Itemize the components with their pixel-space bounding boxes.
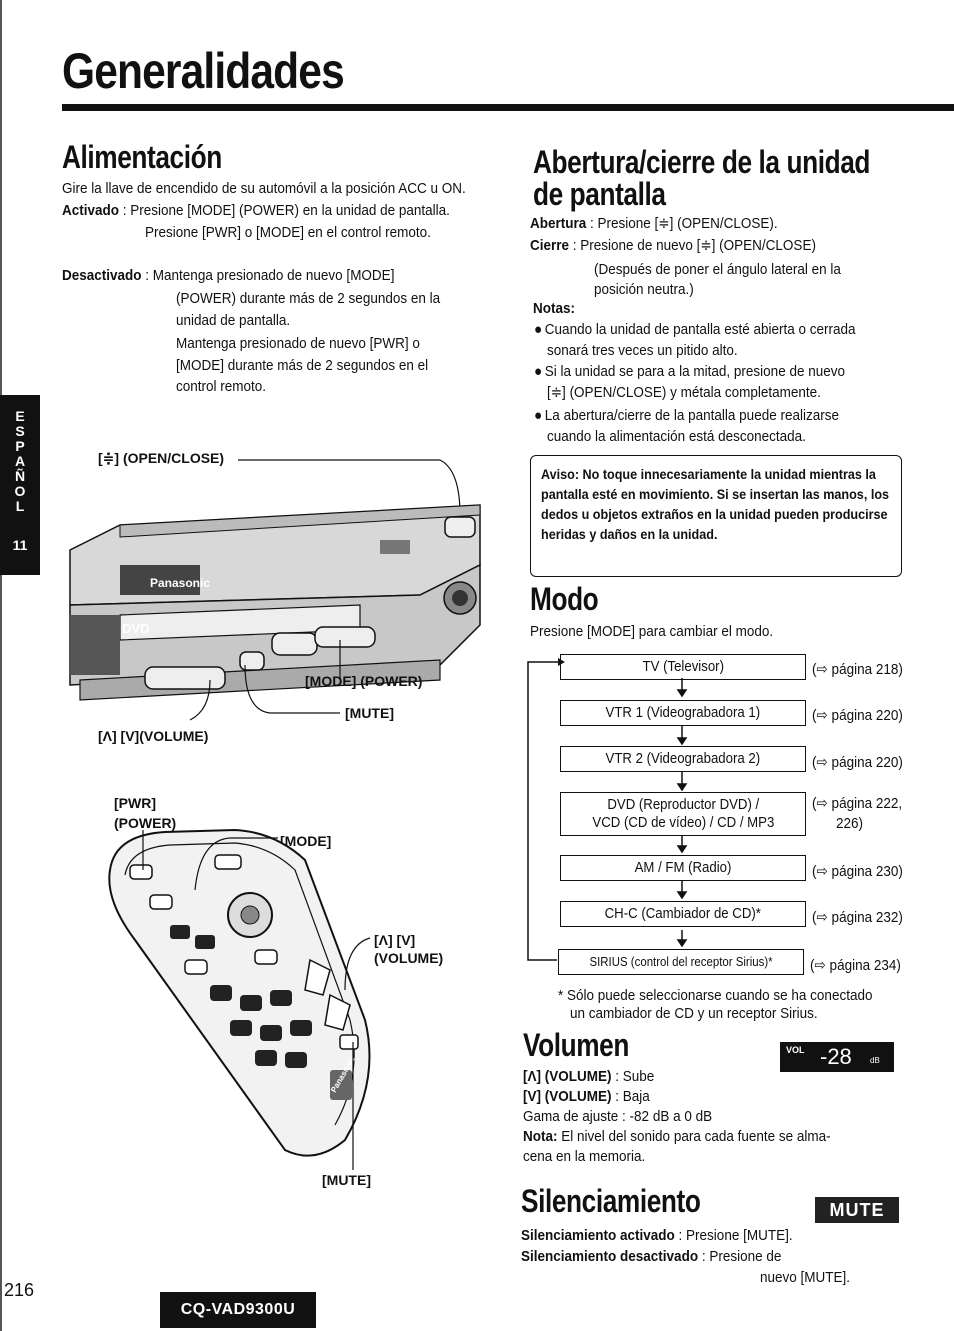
- nota-2a-text: Si la unidad se para a la mitad, presione de nuevo: [544, 363, 846, 380]
- mode-item-label: VTR 1 (Videograbadora 1): [605, 704, 761, 721]
- nota-1b: sonará tres veces un pitido alto.: [547, 342, 738, 359]
- abertura-text: : Presione [≑] (OPEN/CLOSE).: [586, 215, 778, 232]
- nota-3a-text: La abertura/cierre de la pantalla puede realizarse: [544, 407, 839, 424]
- alimentacion-heading: Alimentación: [62, 139, 222, 175]
- nota-2b: [≑] (OPEN/CLOSE) y métala completamente.: [547, 384, 821, 401]
- activado-line: [62, 200, 450, 221]
- volume-display-unit: dB: [870, 1056, 880, 1065]
- abertura-line: [530, 213, 778, 234]
- warning-text: Aviso: No toque innecesariamente la unidad mientras la pantalla esté en movimiento. Si se insertan las manos, los dedos u objetos extraños en la unidad pueden producirse heridas y daños en la unidad.: [541, 466, 890, 542]
- pwr-label: [PWR]: [114, 795, 156, 811]
- abertura-heading-2: de pantalla: [533, 176, 666, 212]
- volume-up-text: : Sube: [611, 1068, 655, 1085]
- desactivado-label: Desactivado: [62, 267, 142, 284]
- open-close-label: [≑] (OPEN/CLOSE): [98, 450, 225, 466]
- mute-label: [MUTE]: [345, 705, 394, 721]
- volume-note-label: Nota:: [523, 1128, 558, 1145]
- mute-on-label: Silenciamiento activado: [521, 1227, 675, 1244]
- mode-item-ref-2: 226): [836, 815, 864, 832]
- mute-on-line: [521, 1225, 793, 1246]
- warning-box: [530, 455, 902, 577]
- volume-display: [780, 1042, 894, 1072]
- mode-item-cd-changer: [560, 901, 806, 927]
- mute-off-line-2: nuevo [MUTE].: [760, 1269, 851, 1286]
- language-side-tab: [0, 395, 40, 575]
- side-tab-letter: A: [14, 453, 26, 469]
- mode-item-label: CH-C (Cambiador de CD)*: [604, 905, 762, 922]
- mode-item-vtr2: [560, 746, 806, 772]
- desactivado-line-2: (POWER) durante más de 2 segundos en la: [176, 290, 441, 307]
- mode-item-label: TV (Televisor): [642, 658, 724, 675]
- cierre-label: Cierre: [530, 237, 570, 254]
- cierre-text: : Presione de nuevo [≑] (OPEN/CLOSE): [569, 237, 816, 254]
- volume-note-line-2: cena en la memoria.: [523, 1148, 646, 1165]
- title-rule: [62, 104, 954, 111]
- desactivado-text: : Mantenga presionado de nuevo [MODE]: [141, 267, 395, 284]
- silenciamiento-heading: Silenciamiento: [521, 1183, 701, 1219]
- nota-3a: ● La abertura/cierre de la pantalla puede realizarse: [534, 407, 839, 424]
- activado-line-2: Presione [PWR] o [MODE] en el control remoto.: [145, 224, 431, 241]
- desactivado-line-5: [MODE] durante más de 2 segundos en el: [176, 357, 429, 374]
- mode-item-tv: [560, 654, 806, 680]
- mode-item-vtr1: [560, 700, 806, 726]
- mode-item-ref: (⇨ página 232): [812, 909, 903, 926]
- cierre-note-1: (Después de poner el ángulo lateral en la: [594, 261, 841, 278]
- mute-off-label: Silenciamiento desactivado: [521, 1248, 699, 1265]
- mute-off-text: : Presione de: [698, 1248, 782, 1265]
- mode-item-ref: (⇨ página 220): [812, 707, 903, 724]
- volume-down-line: [523, 1086, 650, 1107]
- activado-text: : Presione [MODE] (POWER) en la unidad de pantalla.: [119, 202, 450, 219]
- nota-2a: ● Si la unidad se para a la mitad, presione de nuevo: [534, 363, 846, 380]
- page-number: 216: [4, 1280, 35, 1300]
- cierre-note-2: posición neutra.): [594, 281, 694, 298]
- mode-item-ref: (⇨ página 222,: [812, 795, 903, 812]
- abertura-heading-1: Abertura/cierre de la unidad: [533, 144, 871, 180]
- modo-heading: Modo: [530, 581, 599, 617]
- modo-footnote-2: un cambiador de CD y un receptor Sirius.: [570, 1005, 818, 1022]
- remote-mute-label: [MUTE]: [322, 1172, 371, 1188]
- volume-down-label: [V] (VOLUME): [523, 1088, 612, 1105]
- mode-item-label: AM / FM (Radio): [634, 859, 732, 876]
- mode-item-dvd: [560, 792, 806, 836]
- mode-item-label: VTR 2 (Videograbadora 2): [605, 750, 761, 767]
- abertura-label: Abertura: [530, 215, 587, 232]
- power-label: (POWER): [114, 815, 177, 831]
- mode-item-label: SIRIUS (control del receptor Sirius)*: [589, 954, 773, 969]
- activado-label: Activado: [62, 202, 120, 219]
- remote-volume-label: (VOLUME): [374, 950, 444, 966]
- volume-down-text: : Baja: [611, 1088, 650, 1105]
- side-tab-letter: S: [15, 423, 25, 439]
- alimentacion-intro: Gire la llave de encendido de su automóvil a la posición ACC u ON.: [62, 180, 466, 197]
- mode-item-sirius: [558, 949, 804, 975]
- volume-display-value: -28: [820, 1044, 852, 1069]
- modo-intro: Presione [MODE] para cambiar el modo.: [530, 623, 774, 640]
- mode-item-ref: (⇨ página 234): [810, 957, 901, 974]
- desactivado-line-6: control remoto.: [176, 378, 267, 395]
- page-edge: [0, 0, 2, 1331]
- brand-label: Panasonic: [150, 576, 211, 590]
- page-title: Generalidades: [62, 43, 344, 99]
- volume-up-line: [523, 1066, 654, 1087]
- nota-1a-text: Cuando la unidad de pantalla esté abierta o cerrada: [544, 321, 856, 338]
- display-unit-illustration: [60, 455, 490, 755]
- side-tab-letter: O: [14, 483, 26, 499]
- volume-range: Gama de ajuste : -82 dB a 0 dB: [523, 1108, 713, 1125]
- side-tab-letter: P: [15, 438, 25, 454]
- mute-off-line: [521, 1246, 781, 1267]
- volume-label: [Λ] [V](VOLUME): [98, 728, 209, 744]
- volume-note-line: [523, 1126, 831, 1147]
- volume-note-text: El nivel del sonido para cada fuente se alma-: [557, 1128, 831, 1145]
- side-tab-letter: E: [15, 408, 25, 424]
- desactivado-line-3: unidad de pantalla.: [176, 312, 291, 329]
- desactivado-line-4: Mantenga presionado de nuevo [PWR] o: [176, 335, 420, 352]
- remote-mode-label: [MODE]: [280, 833, 332, 849]
- desactivado-line: [62, 265, 394, 286]
- side-tab-number: 11: [12, 537, 28, 553]
- dvd-label: DVD: [122, 621, 150, 636]
- mode-item-ref: (⇨ página 230): [812, 863, 903, 880]
- notas-label: Notas:: [533, 300, 576, 317]
- volume-up-label: [Λ] (VOLUME): [523, 1068, 612, 1085]
- side-tab-letter: Ñ: [14, 468, 26, 484]
- mute-display: MUTE: [815, 1197, 899, 1223]
- volumen-heading: Volumen: [523, 1027, 629, 1063]
- mute-on-text: : Presione [MUTE].: [674, 1227, 793, 1244]
- mode-item-label: DVD (Reproductor DVD) /: [607, 796, 759, 813]
- volume-display-label: VOL: [786, 1045, 805, 1055]
- cierre-line: [530, 235, 816, 256]
- remote-vol-keys-label: [Λ] [V]: [374, 932, 416, 948]
- remote-brand-label: Panasonic: [329, 1055, 357, 1095]
- mode-item-label-2: VCD (CD de vídeo) / CD / MP3: [592, 814, 774, 831]
- modo-footnote-1: * Sólo puede seleccionarse cuando se ha conectado: [558, 987, 873, 1004]
- side-tab-letter: L: [15, 498, 25, 514]
- mode-item-radio: [560, 855, 806, 881]
- mode-item-ref: (⇨ página 220): [812, 754, 903, 771]
- nota-3b: cuando la alimentación está desconectada.: [547, 428, 806, 445]
- mode-item-ref: (⇨ página 218): [812, 661, 903, 678]
- nota-1a: ● Cuando la unidad de pantalla esté abierta o cerrada: [534, 321, 856, 338]
- remote-control-illustration: [95, 820, 395, 1170]
- model-badge: CQ-VAD9300U: [160, 1292, 316, 1328]
- mode-power-label: [MODE] (POWER): [305, 673, 423, 689]
